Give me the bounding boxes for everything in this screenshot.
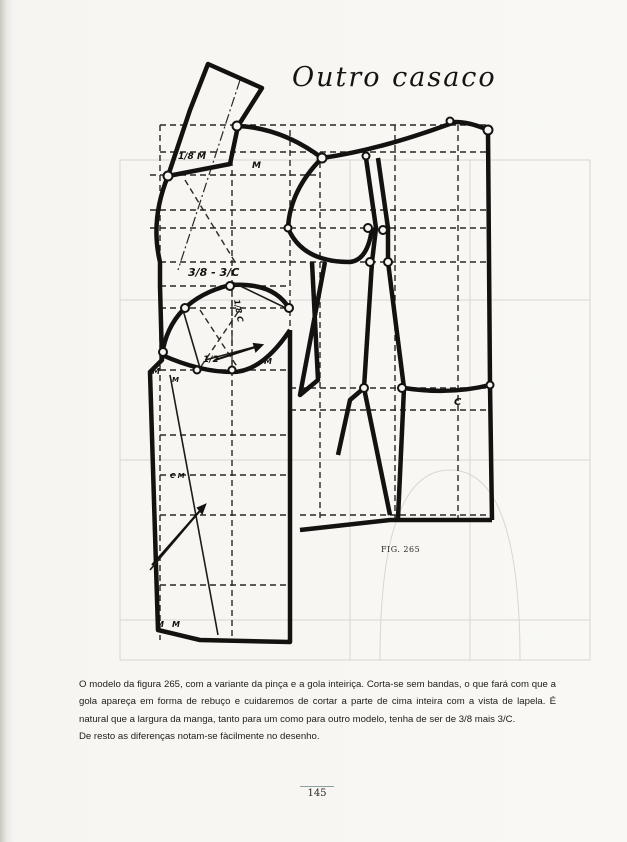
page-title: Outro casaco bbox=[292, 62, 497, 93]
label-three-eighths-c: 3/8 - 3/C bbox=[188, 266, 240, 279]
construction-lines bbox=[150, 125, 490, 640]
body-paragraph: O modelo da figura 265, com a variante da pinça e a gola inteiriça. Corta-se sem bandas, o que fará com que a gola apareça em forma de rebuço e cuidaremos de cortar a parte de cima inteira com a vista de lapela. É natural que a largura da manga, tanto para um como para outro modelo, tenha de ser de 3/8 mais 3/C. bbox=[79, 679, 556, 725]
pattern-outlines bbox=[150, 62, 497, 642]
pattern-markers bbox=[159, 118, 494, 393]
body-paragraph: De resto as diferenças notam-se fàcilmente no desenho. bbox=[79, 731, 320, 743]
label-c-right: C bbox=[454, 397, 462, 408]
label-m-left: M bbox=[152, 367, 160, 376]
figure-caption: FIG. 265 bbox=[381, 545, 421, 554]
label-bottom-m2: M bbox=[172, 620, 180, 629]
page-number-rule bbox=[300, 786, 334, 787]
body-text bbox=[79, 676, 556, 746]
label-eighth-m: 1/8 M bbox=[178, 152, 206, 162]
label-mid-m: C M bbox=[170, 472, 185, 480]
label-half-c: 1/8 C bbox=[232, 298, 245, 323]
pattern-inner-lines bbox=[150, 282, 290, 635]
label-bottom-m1: M bbox=[156, 620, 164, 629]
label-small-m: M bbox=[172, 376, 179, 384]
label-half: 1/2 bbox=[203, 355, 219, 365]
label-m-upper: M bbox=[252, 161, 261, 171]
label-m-right: M bbox=[264, 357, 272, 366]
grainline-arrows bbox=[152, 344, 262, 565]
page-number: 145 bbox=[307, 788, 327, 799]
